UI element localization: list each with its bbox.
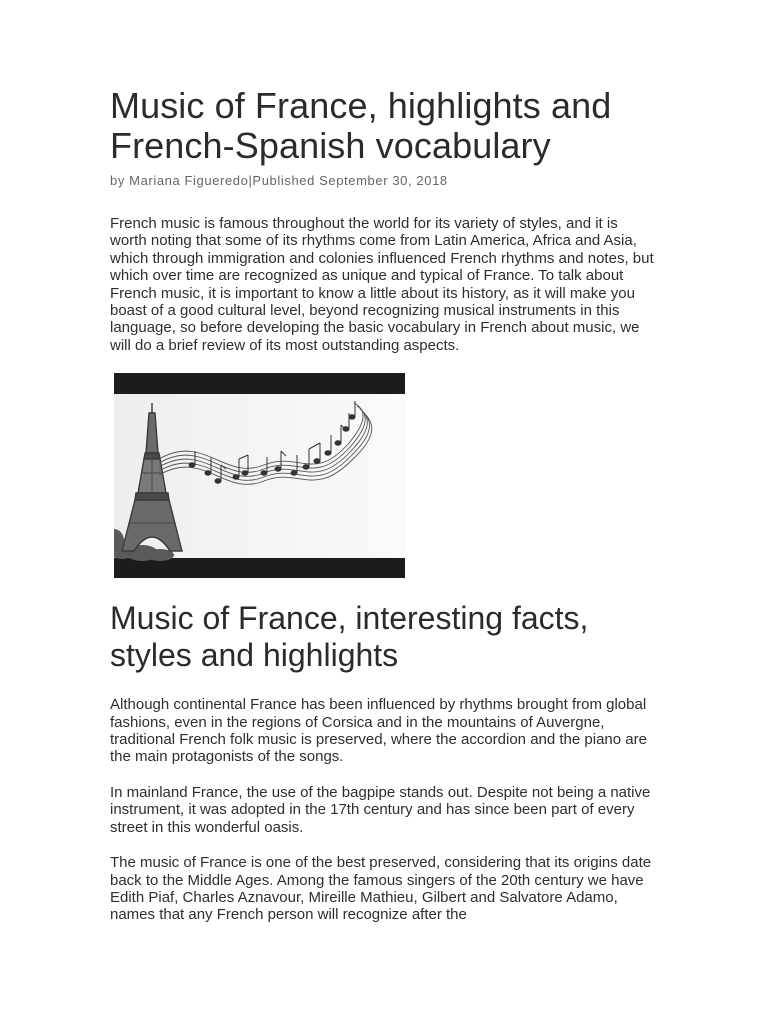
intro-paragraph: French music is famous throughout the world for its variety of styles, and it is worth noting that some of its rhythms come from Latin America, Africa and Asia, which through immigration and colonies influenced French rhythms and notes, but which over time are recognized as unique and typical of France. To talk about French music, it is important to know a little about its history, as it will make you boast of a good cultural level, beyond recognizing musical instruments in this language, so before developing the basic vocabulary in French about music, we will do a brief review of its most outstanding aspects. <box>110 215 654 354</box>
article-title: Music of France, highlights and French-Spanish vocabulary <box>110 85 612 166</box>
section-paragraph: Although continental France has been influenced by rhythms brought from global fashions, even in the regions of Corsica and in the mountains of Auvergne, traditional French folk music is preserved, where the accordion and the piano are the main protagonists of the songs. <box>110 696 647 766</box>
article <box>110 86 658 924</box>
article-byline: by Mariana Figueredo|Published September 30, 2018 <box>110 173 448 188</box>
section-paragraph: In mainland France, the use of the bagpipe stands out. Despite not being a native instrument, it was adopted in the 17th century and has since been part of every street in this wonderful oasis. <box>110 783 651 836</box>
eiffel-tower-music-notes-icon <box>114 373 405 578</box>
section-paragraph: The music of France is one of the best preserved, considering that its origins date back to the Middle Ages. Among the famous singers of the 20th century we have Edith Piaf, Charles Aznavour, Mireille Mathieu, Gilbert and Salvatore Adamo, names that any French person will recognize after the <box>110 854 652 924</box>
article-image <box>114 373 405 578</box>
section-heading: Music of France, interesting facts, styles and highlights <box>110 600 589 674</box>
